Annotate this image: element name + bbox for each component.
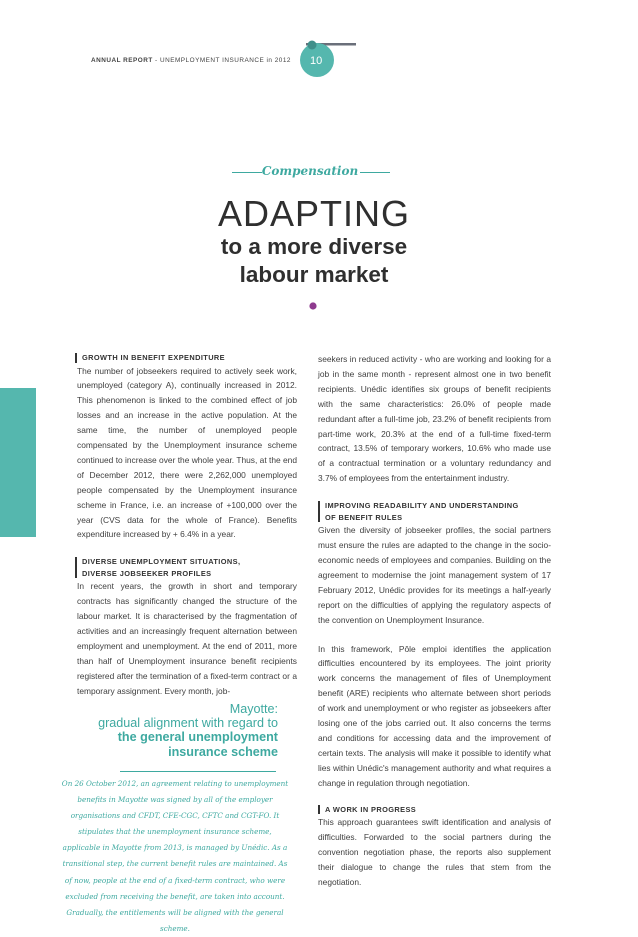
left-column	[77, 352, 297, 699]
progress-body: This approach guarantees swift identification and analysis of difficulties. Forwarded to the social partners during the convention negotiation phase, the reports also supplement their dialogue to change the rules that stem from the negotiation.	[318, 817, 551, 887]
diverse-heading-line-2: DIVERSE JOBSEEKER PROFILES	[82, 568, 212, 578]
kicker-rule-right	[360, 172, 390, 173]
growth-body: The number of jobseekers required to actively seek work, unemployed (category A), continually increased in 2012. This phenomenon is linked to the combined effect of job losses and an increase in the active population. At the same time, the number of unemployed people compensated by the Unemployment insurance scheme continued to increase over the whole year. Thus, at the end of December 2012, there were 2,262,000 unemployed people compensated by the Unemployment insurance scheme in France, i.e. an increase of +100,000 over the year (CVS data for the whole of France). Benefits expenditure increased by + 6.4% in a year.	[77, 365, 297, 540]
right-column	[318, 352, 551, 890]
title-dot-icon	[308, 301, 318, 311]
diverse-body: In recent years, the growth in short and temporary contracts has significantly changed the structure of the labour market. It is characterised by the fragmentation of activities and an increasingly frequent alternation between employment and unemployment. At the end of 2011, more than half of Unemployment insurance benefit recipients registered after the termination of a fixed-term contract or a temporary assignment. Every month, job-	[77, 581, 297, 696]
mayotte-title-line-3: the general unemployment	[117, 730, 278, 745]
badge-dot-icon	[308, 41, 317, 50]
diverse-heading	[75, 556, 297, 579]
mayotte-title-line-4: insurance scheme	[168, 744, 278, 759]
page-number: 10	[310, 55, 323, 67]
section-side-tab	[0, 388, 36, 537]
mayotte-body: On 26 October 2012, an agreement relating to unemployment benefits in Mayotte was signed by all of the employer organisations and CFDT, CFE-CGC, CFTC and CGT-FO. It stipulates that the unemployment insurance scheme, applicable in Mayotte from 2013, is managed by Unédic. As a transitional step, the current benefit rules are maintained. As of now, people at the end of a fixed-term contract, who were excluded from receiving the benefit, are taken into account. Gradually, the entitlements will be aligned with the general scheme.	[61, 779, 289, 933]
page-title: ADAPTING	[217, 193, 411, 234]
mayotte-divider	[120, 771, 276, 772]
continuation-body: seekers in reduced activity - who are working and looking for a job in the same month - represent almost one in two benefit recipients. Unédic identifies six groups of benefit recipients with the same characteristics: 26.0% of people made redundant after a full-time job, 23.2% of benefit recipients from part-time work, 20.3% at the end of a full-time fixed-term contract, 13.5% of temporary workers, 10.6% who made use of a contractual termination or a voluntary redundancy and 3.7% of employees from the entertainment industry.	[318, 354, 551, 484]
section-kicker: Compensation	[261, 164, 359, 178]
progress-heading: A WORK IN PROGRESS	[318, 804, 551, 816]
running-header	[91, 57, 291, 64]
page-badge	[296, 38, 356, 78]
mayotte-title-line-1: Mayotte:	[229, 702, 278, 716]
readability-heading-line-2: OF BENEFIT RULES	[325, 512, 403, 522]
subtitle-line-2: labour market	[239, 262, 389, 287]
readability-heading	[318, 500, 551, 523]
readability-heading-line-1: IMPROVING READABILITY AND UNDERSTANDING	[325, 501, 519, 511]
diverse-heading-line-1: DIVERSE UNEMPLOYMENT SITUATIONS,	[82, 557, 241, 567]
subtitle-line-1: to a more diverse	[220, 234, 408, 259]
growth-heading: GROWTH IN BENEFIT EXPENDITURE	[75, 352, 297, 364]
page-subtitle	[176, 233, 452, 289]
framework-body: In this framework, Pôle emploi identifies the application difficulties encountered by its employees. The joint priority work concerns the management of files of Unemployment benefit (ARE) recipients who alternate between short periods of work and unemployment or who register as jobseekers after losing one of the jobs carried out. It also concerns the terms and conditions for accessing data and the improvement of certain texts. The analysis will make it possible to identify what lies within Unédic's management authority and what requires a change in regulation through negotiation.	[318, 643, 551, 788]
mayotte-title	[70, 702, 278, 759]
report-label: ANNUAL REPORT	[91, 57, 153, 64]
report-subtitle: - UNEMPLOYMENT INSURANCE in 2012	[152, 57, 291, 64]
readability-body: Given the diversity of jobseeker profiles, the social partners must ensure the rules are adapted to the change in the socio-economic needs of employees and companies. Building on the agreement to modernise the joint management system of 17 February 2012, Unédic provides for its meetings a half-yearly report on the difficulties of applying the regulatory aspects of the convention on Unemployment Insurance.	[318, 525, 551, 625]
mayotte-title-line-2: gradual alignment with regard to	[98, 716, 278, 731]
